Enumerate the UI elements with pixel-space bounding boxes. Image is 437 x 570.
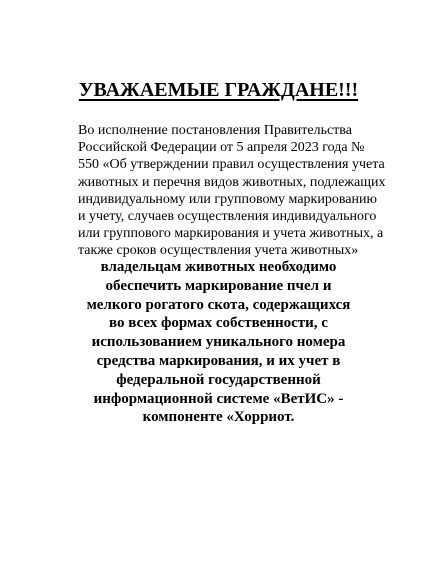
intro-line: Российской Федерации от 5 апреля 2023 года № xyxy=(78,140,365,156)
notice-line: средства маркирования, и их учет в xyxy=(96,352,341,369)
intro-line: или группового маркирования и учета животных, а xyxy=(78,226,384,242)
page-title: УВАЖАЕМЫЕ ГРАЖДАНЕ!!! xyxy=(78,79,359,101)
notice-line: использованием уникального номера xyxy=(91,334,346,351)
intro-line: животных и перечня видов животных, подлежащих xyxy=(78,174,386,190)
intro-line: также сроков осуществления учета животных» xyxy=(78,243,359,259)
notice-line: во всех формах собственности, с xyxy=(109,315,328,332)
notice-line: владельцам животных необходимо xyxy=(100,259,337,275)
notice-paragraph xyxy=(60,258,377,427)
notice-line: компоненте «Хорриот. xyxy=(142,409,295,426)
intro-line: индивидуальному или групповому маркированию xyxy=(78,191,377,207)
intro-paragraph xyxy=(78,122,386,260)
notice-line: обеспечить маркирование пчел и xyxy=(105,277,332,294)
intro-line: 550 «Об утверждении правил осуществления учета xyxy=(78,157,385,173)
notice-line: федеральной государственной xyxy=(116,371,321,388)
notice-line: мелкого рогатого скота, содержащихся xyxy=(86,296,351,313)
intro-line: и учету, случаев осуществления индивидуального xyxy=(78,209,377,225)
notice-line: информационной системе «ВетИС» - xyxy=(93,390,344,407)
intro-line: Во исполнение постановления Правительства xyxy=(78,123,352,138)
